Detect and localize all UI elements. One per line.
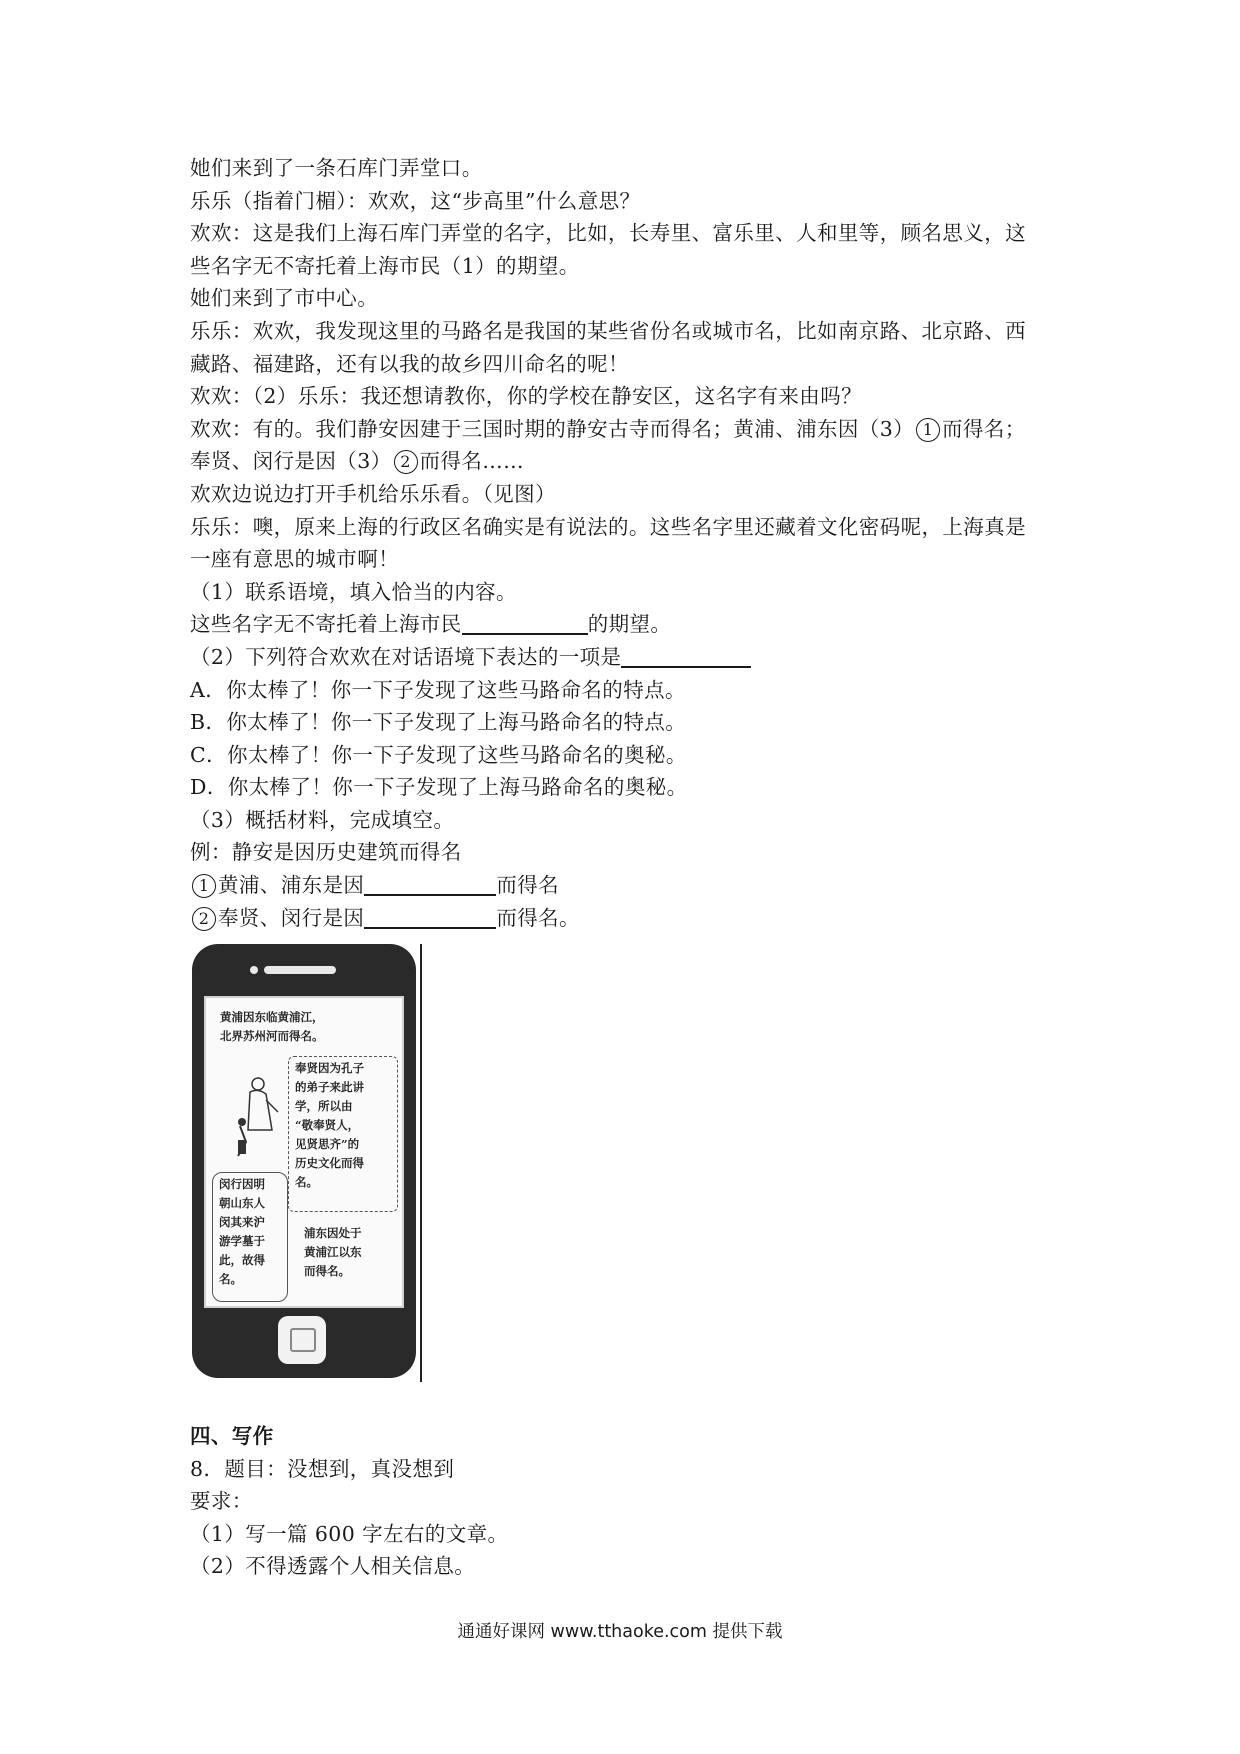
question-3-item-1 (190, 869, 1070, 902)
text-line: 些名字无不寄托着上海市民（1）的期望。 (190, 253, 580, 278)
phone-body (192, 944, 416, 1378)
option-b: B．你太棒了！你一下子发现了上海马路命名的特点。 (190, 710, 687, 735)
screen-text-pudong: 浦东因处于 黄浦江以东 而得名。 (304, 1226, 362, 1278)
screen-text-huangpu: 黄浦因东临黄浦江， 北界苏州河而得名。 (220, 1010, 324, 1043)
text-line (190, 445, 1070, 478)
circled-number: 1 (916, 418, 940, 442)
question-3-item-2 (190, 902, 1070, 935)
option-c: C．你太棒了！你一下子发现了这些马路命名的奥秘。 (190, 742, 687, 767)
answer-blank[interactable] (462, 611, 588, 635)
text-line: 乐乐：欢欢，我发现这里的马路名是我国的某些省份名或城市名，比如南京路、北京路、西 (190, 318, 1026, 343)
answer-blank[interactable] (364, 905, 496, 929)
circled-number: 1 (192, 874, 216, 898)
answer-blank[interactable] (621, 644, 751, 668)
text-line: 一座有意思的城市啊！ (190, 547, 399, 572)
text-line: 她们来到了一条石库门弄堂口。 (190, 156, 483, 180)
text-line: 欢欢：（2）乐乐：我还想请教你，你的学校在静安区，这名字有来由吗？ (190, 384, 862, 409)
text-segment: 的期望。 (587, 612, 672, 637)
text-line: 欢欢：这是我们上海石库门弄堂的名字，比如，长寿里、富乐里、人和里等，顾名思义，这 (190, 221, 1026, 246)
option-a: A．你太棒了！你一下子发现了这些马路命名的特点。 (190, 677, 686, 702)
text-segment: 欢欢：有的。我们静安因建于三国时期的静安古寺而得名；黄浦、浦东因（3） (190, 416, 915, 441)
speaker-icon (264, 966, 336, 974)
text-line: 藏路、福建路，还有以我的故乡四川命名的呢！ (190, 351, 629, 376)
writing-requirement: （1）写一篇 600 字左右的文章。 (190, 1521, 509, 1546)
question-1-stem: （1）联系语境，填入恰当的内容。 (190, 579, 517, 604)
phone-figure (192, 944, 432, 1382)
text-segment: 而得名； (942, 416, 1026, 441)
writing-requirement: （2）不得透露个人相关信息。 (190, 1554, 476, 1579)
camera-icon (250, 966, 258, 974)
text-segment: （2）下列符合欢欢在对话语境下表达的一项是 (190, 644, 622, 669)
text-line: 欢欢边说边打开手机给乐乐看。（见图） (190, 481, 556, 506)
document-body (190, 152, 1070, 934)
screen-text-minhang: 闵行因明 朝山东人 闵其来沪 游学墓于 此，故得 名。 (212, 1172, 288, 1302)
text-segment: 这些名字无不寄托着上海市民 (190, 612, 462, 637)
text-line (190, 413, 1070, 446)
writing-section (190, 1420, 1070, 1583)
circled-number: 2 (394, 450, 418, 474)
home-square-icon (290, 1328, 316, 1352)
phone-screen (204, 996, 404, 1308)
section-title: 四、写作 (190, 1424, 274, 1448)
text-line: 乐乐：噢，原来上海的行政区名确实是有说法的。这些名字里还藏着文化密码呢，上海真是 (190, 514, 1026, 539)
confucius-illustration-icon (232, 1070, 286, 1170)
home-button (278, 1316, 326, 1364)
text-segment: 奉贤、闵行是因 (218, 905, 365, 930)
writing-requirements-label: 要求： (190, 1489, 253, 1514)
question-3-stem: （3）概括材料，完成填空。 (190, 807, 455, 832)
question-2-stem (190, 641, 1070, 674)
answer-blank[interactable] (364, 872, 496, 896)
text-segment: 而得名…… (419, 449, 525, 474)
text-segment: 奉贤、闵行是因（3） (190, 449, 392, 474)
figure-divider (420, 944, 422, 1382)
option-d: D．你太棒了！你一下子发现了上海马路命名的奥秘。 (190, 775, 688, 800)
text-segment: 黄浦、浦东是因 (218, 873, 365, 898)
text-line: 她们来到了市中心。 (190, 286, 379, 311)
question-1-fill (190, 608, 1070, 641)
screen-text-fengxian: 奉贤因为孔子 的弟子来此讲 学，所以由 “敬奉贤人， 见贤思齐”的 历史文化而得 名。 (288, 1056, 398, 1212)
text-line: 乐乐（指着门楣）：欢欢，这“步高里”什么意思？ (190, 188, 641, 213)
question-3-example: 例：静安是因历史建筑而得名 (190, 840, 462, 865)
writing-prompt: 8．题目：没想到，真没想到 (190, 1456, 455, 1481)
text-segment: 而得名。 (496, 905, 580, 930)
circled-number: 2 (192, 907, 216, 931)
text-segment: 而得名 (496, 873, 560, 898)
footer-watermark: 通通好课网 www.tthaoke.com 提供下载 (457, 1622, 783, 1642)
